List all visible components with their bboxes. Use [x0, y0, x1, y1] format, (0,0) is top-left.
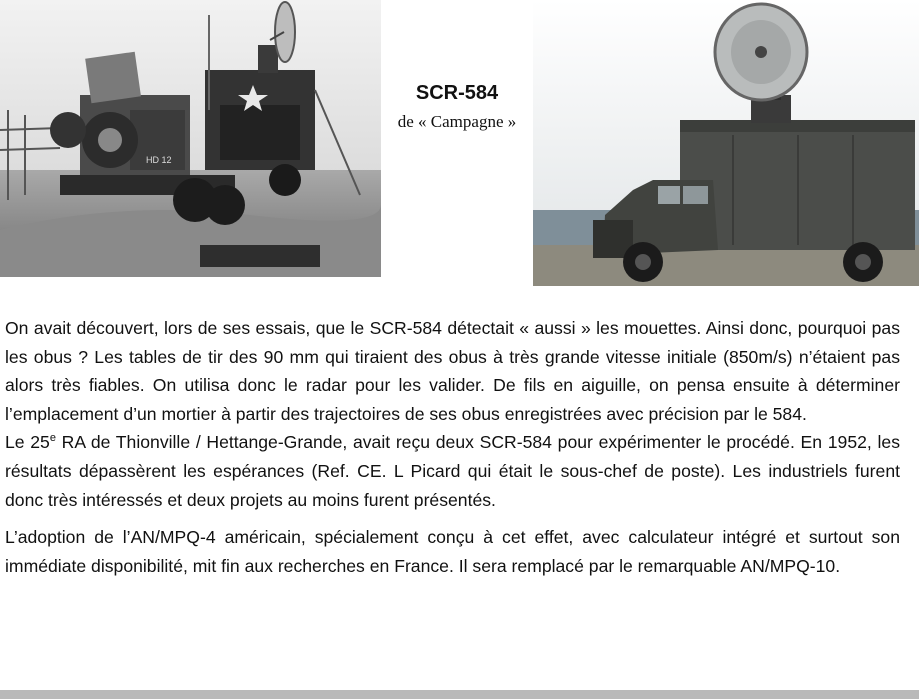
paragraph-3: L’adoption de l’AN/MPQ-4 américain, spécialement conçu à cet effet, avec calculateur intégré et surtout son immédiate disponibilité, mit fin aux recherches en France. Il sera remplacé par le remarquable AN/MPQ-10.: [5, 527, 900, 576]
truck-marking: HD 12: [146, 155, 172, 165]
paragraph-2-rest: RA de Thionville / Hettange-Grande, avait reçu deux SCR-584 pour expérimenter le procédé. En 1952, les résultats dépassèrent les espérances (Ref. CE. L Picard qui était le sous-chef de poste). Les industriels furent donc très intéressés et deux projets au moins furent présentés.: [5, 432, 900, 510]
photo-radar-trailer: [0, 0, 381, 277]
bottom-bar: [0, 690, 919, 699]
paragraph-2-superscript: e: [49, 432, 56, 445]
caption-subtitle: de « Campagne »: [397, 112, 517, 131]
body-text: [5, 314, 900, 580]
photo-radar-truck: [533, 0, 919, 286]
paragraph-1: On avait découvert, lors de ses essais, que le SCR-584 détectait « aussi » les mouettes. Ainsi donc, pourquoi pas les obus ? Les tables de tir des 90 mm qui tiraient des obus à très grande vitesse initiale (850m/s) n’étaient pas alors très fiables. On utilisa donc le radar pour les valider. De fils en aiguille, on pensa ensuite à déterminer l’emplacement d’un mortier à partir des trajectoires de ses obus enregistrées avec précision par le 584.: [5, 318, 900, 424]
caption-title: SCR-584: [415, 82, 499, 104]
paragraph-2-prefix: Le 25: [5, 432, 50, 453]
paragraph-2: [5, 428, 900, 514]
